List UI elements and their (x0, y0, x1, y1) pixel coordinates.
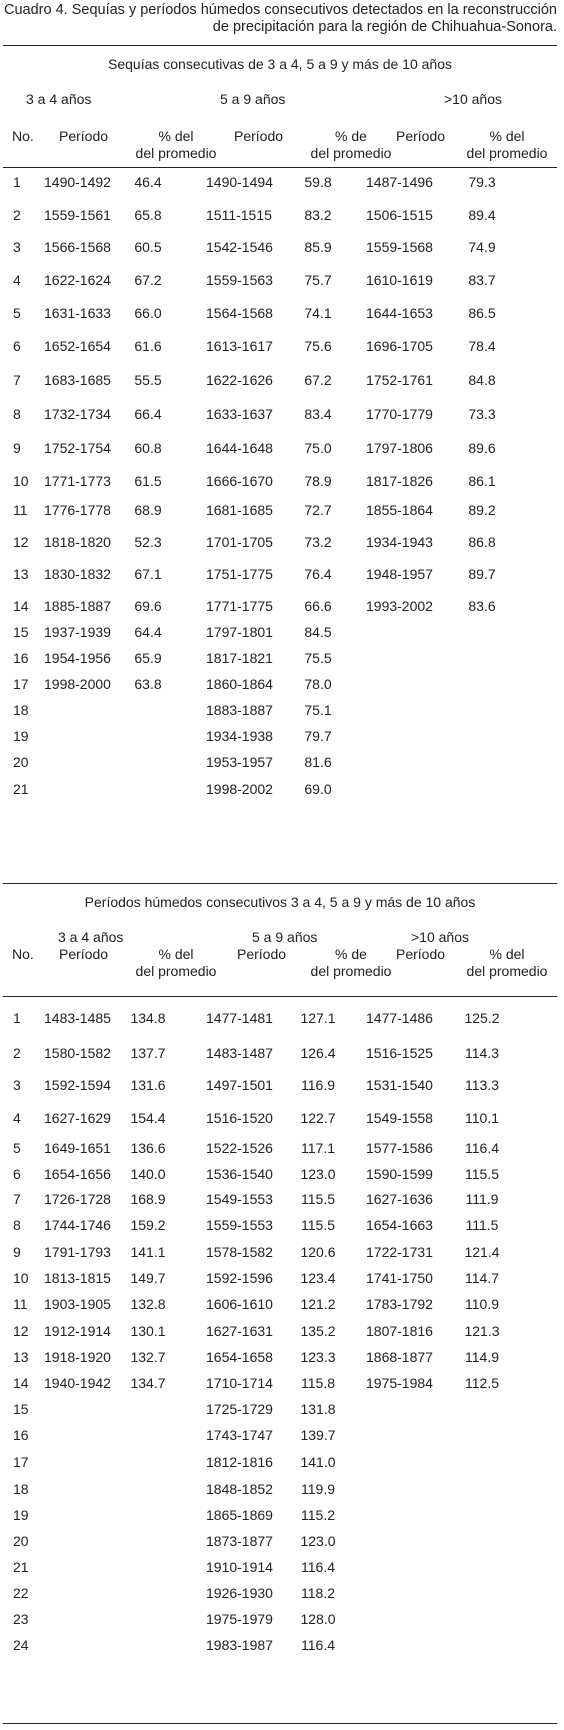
table-caption: Cuadro 4. Sequías y períodos húmedos consecutivos detectados en la reconstrucción de precipitación para la región de Chihuahua-Sonora. (4, 2, 557, 35)
wet-row-2-v1: 137.7 (130, 1045, 166, 1061)
wet-row-17-p2: 1812-1816 (206, 1454, 273, 1470)
wet-row-12-v3: 121.3 (464, 1323, 500, 1339)
droughts-row-2-no: 2 (13, 207, 21, 223)
wet-row-3-p3: 1531-1540 (366, 1077, 433, 1093)
droughts-group-3-4: 3 a 4 años (26, 91, 92, 107)
wet-row-1-p3: 1477-1486 (366, 1010, 433, 1026)
wet-row-21-no: 21 (13, 1559, 29, 1575)
wet-row-20-p2: 1873-1877 (206, 1533, 273, 1549)
wet-row-8-no: 8 (13, 1217, 21, 1233)
wet-row-15-v2: 131.8 (300, 1401, 336, 1417)
wet-row-5-v2: 117.1 (301, 1140, 335, 1156)
wet-header-pct-3b: del promedio (466, 963, 548, 979)
droughts-row-8-no: 8 (13, 406, 21, 422)
droughts-row-14-p2: 1771-1775 (206, 598, 273, 614)
wet-row-5-no: 5 (13, 1140, 21, 1156)
wet-row-2-v2: 126.4 (300, 1045, 336, 1061)
wet-header-period-3: Período (396, 946, 446, 962)
droughts-group-5-9: 5 a 9 años (220, 91, 286, 107)
wet-row-11-p3: 1783-1792 (366, 1296, 433, 1312)
wet-row-2-p3: 1516-1525 (366, 1045, 433, 1061)
droughts-row-17-p2: 1860-1864 (206, 676, 273, 692)
wet-row-16-p2: 1743-1747 (206, 1427, 273, 1443)
wet-group-10: >10 años (411, 929, 469, 945)
droughts-row-20-v2: 81.6 (304, 754, 332, 770)
wet-row-24-v2: 116.4 (301, 1637, 335, 1653)
wet-row-3-v3: 113.3 (465, 1077, 499, 1093)
droughts-row-6-v1: 61.6 (134, 338, 162, 354)
wet-row-11-p1: 1903-1905 (44, 1296, 111, 1312)
wet-row-17-v2: 141.0 (300, 1454, 336, 1470)
wet-header-period-2: Período (237, 946, 287, 962)
droughts-header-period-2: Período (234, 128, 284, 144)
wet-row-16-v2: 139.7 (300, 1427, 336, 1443)
wet-row-4-no: 4 (13, 1110, 21, 1126)
wet-row-18-p2: 1848-1852 (206, 1481, 273, 1497)
wet-row-4-v1: 154.4 (130, 1110, 166, 1126)
wet-header-pct-3a: % del (489, 946, 525, 962)
wet-row-9-p1: 1791-1793 (44, 1244, 111, 1260)
droughts-row-16-v2: 75.5 (304, 650, 332, 666)
wet-row-3-v1: 131.6 (130, 1077, 166, 1093)
droughts-row-20-no: 20 (13, 754, 29, 770)
wet-row-4-p1: 1627-1629 (44, 1110, 111, 1126)
droughts-row-10-no: 10 (13, 473, 29, 489)
droughts-row-7-v3: 84.8 (468, 372, 496, 388)
droughts-row-7-p3: 1752-1761 (366, 372, 433, 388)
droughts-row-19-p2: 1934-1938 (206, 728, 273, 744)
droughts-row-13-v3: 89.7 (468, 566, 496, 582)
droughts-row-21-no: 21 (13, 781, 29, 797)
wet-row-13-p1: 1918-1920 (44, 1349, 111, 1365)
wet-row-5-p2: 1522-1526 (206, 1140, 273, 1156)
droughts-row-1-p2: 1490-1494 (206, 174, 273, 190)
droughts-row-8-v2: 83.4 (304, 406, 332, 422)
droughts-row-1-no: 1 (13, 174, 21, 190)
droughts-row-2-p3: 1506-1515 (366, 207, 433, 223)
wet-row-1-no: 1 (13, 1010, 21, 1026)
droughts-row-11-p2: 1681-1685 (206, 502, 273, 518)
wet-row-19-no: 19 (13, 1507, 29, 1523)
droughts-row-18-p2: 1883-1887 (206, 702, 273, 718)
droughts-row-15-no: 15 (13, 624, 29, 640)
wet-row-21-p2: 1910-1914 (206, 1559, 273, 1575)
wet-row-13-p2: 1654-1658 (206, 1349, 273, 1365)
wet-row-20-v2: 123.0 (300, 1533, 336, 1549)
wet-row-22-p2: 1926-1930 (206, 1585, 273, 1601)
wet-row-9-v3: 121.4 (464, 1244, 500, 1260)
wet-row-6-p1: 1654-1656 (44, 1166, 111, 1182)
wet-row-12-v1: 130.1 (130, 1323, 166, 1339)
droughts-row-5-p1: 1631-1633 (44, 305, 111, 321)
droughts-row-9-p1: 1752-1754 (44, 440, 111, 456)
bottom-rule (3, 1723, 557, 1724)
droughts-row-21-v2: 69.0 (304, 781, 332, 797)
droughts-row-6-no: 6 (13, 338, 21, 354)
wet-row-12-no: 12 (13, 1323, 29, 1339)
wet-row-5-p1: 1649-1651 (44, 1140, 111, 1156)
droughts-row-18-v2: 75.1 (304, 702, 332, 718)
wet-row-14-v3: 112.5 (465, 1375, 499, 1391)
wet-row-14-p1: 1940-1942 (44, 1375, 111, 1391)
droughts-row-10-p1: 1771-1773 (44, 473, 111, 489)
wet-group-5-9: 5 a 9 años (252, 929, 318, 945)
wet-row-3-p2: 1497-1501 (206, 1077, 273, 1093)
wet-row-7-p2: 1549-1553 (206, 1191, 273, 1207)
wet-row-7-v1: 168.9 (130, 1191, 166, 1207)
wet-row-6-no: 6 (13, 1166, 21, 1182)
wet-row-23-p2: 1975-1979 (206, 1611, 273, 1627)
wet-header-pct-2b: del promedio (310, 963, 392, 979)
droughts-row-12-v2: 73.2 (304, 534, 332, 550)
droughts-row-4-p1: 1622-1624 (44, 272, 111, 288)
wet-row-24-p2: 1983-1987 (206, 1637, 273, 1653)
wet-row-10-p3: 1741-1750 (366, 1270, 433, 1286)
droughts-row-3-v3: 74.9 (468, 239, 496, 255)
droughts-row-3-no: 3 (13, 239, 21, 255)
droughts-group-10: >10 años (444, 91, 502, 107)
droughts-row-18-no: 18 (13, 702, 29, 718)
wet-row-7-p3: 1627-1636 (366, 1191, 433, 1207)
wet-row-18-v2: 119.9 (301, 1481, 335, 1497)
droughts-row-16-v1: 65.9 (134, 650, 162, 666)
wet-row-22-no: 22 (13, 1585, 29, 1601)
droughts-row-3-p3: 1559-1568 (366, 239, 433, 255)
wet-row-2-no: 2 (13, 1045, 21, 1061)
droughts-header-pct-3b: del promedio (466, 145, 548, 161)
wet-row-5-v1: 136.6 (130, 1140, 166, 1156)
droughts-row-19-no: 19 (13, 728, 29, 744)
droughts-row-12-p2: 1701-1705 (206, 534, 273, 550)
wet-row-3-v2: 116.9 (301, 1077, 335, 1093)
droughts-row-16-p2: 1817-1821 (206, 650, 273, 666)
droughts-row-15-v1: 64.4 (134, 624, 162, 640)
droughts-row-2-v1: 65.8 (134, 207, 162, 223)
wet-header-no: No. (12, 946, 34, 962)
wet-row-14-no: 14 (13, 1375, 29, 1391)
wet-row-6-v3: 115.5 (465, 1166, 499, 1182)
droughts-row-5-v1: 66.0 (134, 305, 162, 321)
droughts-row-14-v2: 66.6 (304, 598, 332, 614)
droughts-header-period-1: Período (59, 128, 109, 144)
wet-row-10-v1: 149.7 (130, 1270, 166, 1286)
droughts-row-15-p1: 1937-1939 (44, 624, 111, 640)
droughts-row-6-p3: 1696-1705 (366, 338, 433, 354)
wet-row-12-p2: 1627-1631 (206, 1323, 273, 1339)
droughts-row-14-p3: 1993-2002 (366, 598, 433, 614)
wet-row-23-v2: 128.0 (300, 1611, 336, 1627)
droughts-row-14-p1: 1885-1887 (44, 598, 111, 614)
wet-row-15-no: 15 (13, 1401, 29, 1417)
wet-row-19-p2: 1865-1869 (206, 1507, 273, 1523)
droughts-row-1-p3: 1487-1496 (366, 174, 433, 190)
wet-header-pct-1b: del promedio (135, 963, 217, 979)
droughts-row-11-no: 11 (13, 502, 28, 518)
droughts-row-13-no: 13 (13, 566, 29, 582)
wet-row-10-p1: 1813-1815 (44, 1270, 111, 1286)
droughts-row-12-v3: 86.8 (468, 534, 496, 550)
droughts-row-10-p3: 1817-1826 (366, 473, 433, 489)
wet-row-13-v3: 114.9 (465, 1349, 499, 1365)
droughts-row-10-p2: 1666-1670 (206, 473, 273, 489)
wet-row-22-v2: 118.2 (301, 1585, 335, 1601)
droughts-row-7-no: 7 (13, 372, 21, 388)
droughts-row-9-p2: 1644-1648 (206, 440, 273, 456)
wet-title: Períodos húmedos consecutivos 3 a 4, 5 a 9 y más de 10 años (84, 894, 476, 910)
wet-row-10-no: 10 (13, 1270, 29, 1286)
droughts-row-15-p2: 1797-1801 (206, 624, 273, 640)
top-rule (3, 45, 557, 46)
droughts-row-8-p2: 1633-1637 (206, 406, 273, 422)
droughts-row-8-v3: 73.3 (468, 406, 496, 422)
droughts-row-9-p3: 1797-1806 (366, 440, 433, 456)
droughts-row-10-v1: 61.5 (134, 473, 162, 489)
wet-row-11-p2: 1606-1610 (206, 1296, 273, 1312)
droughts-title: Sequías consecutivas de 3 a 4, 5 a 9 y más de 10 años (108, 56, 452, 72)
wet-row-11-v3: 110.9 (465, 1296, 499, 1312)
droughts-row-11-p1: 1776-1778 (44, 502, 111, 518)
droughts-row-14-v3: 83.6 (468, 598, 496, 614)
wet-row-4-v2: 122.7 (300, 1110, 336, 1126)
wet-row-8-v2: 115.5 (301, 1217, 335, 1233)
wet-row-9-v2: 120.6 (300, 1244, 336, 1260)
droughts-row-4-v2: 75.7 (304, 272, 332, 288)
wet-row-9-no: 9 (13, 1244, 21, 1260)
wet-row-9-p2: 1578-1582 (206, 1244, 273, 1260)
wet-row-11-v2: 121.2 (300, 1296, 336, 1312)
wet-row-14-v1: 134.7 (130, 1375, 166, 1391)
droughts-header-no: No. (12, 128, 34, 144)
wet-row-8-p3: 1654-1663 (366, 1217, 433, 1233)
wet-row-2-v3: 114.3 (465, 1045, 499, 1061)
droughts-row-16-p1: 1954-1956 (44, 650, 111, 666)
droughts-row-10-v3: 86.1 (468, 473, 496, 489)
wet-row-3-p1: 1592-1594 (44, 1077, 111, 1093)
droughts-row-13-v2: 76.4 (304, 566, 332, 582)
wet-row-13-v2: 123.3 (300, 1349, 336, 1365)
droughts-row-14-no: 14 (13, 598, 29, 614)
droughts-row-11-v1: 68.9 (134, 502, 162, 518)
droughts-header-pct-2a: % de (335, 128, 367, 144)
wet-row-15-p2: 1725-1729 (206, 1401, 273, 1417)
wet-row-11-v1: 132.8 (130, 1296, 166, 1312)
section-divider-rule (3, 883, 557, 884)
droughts-row-4-v1: 67.2 (134, 272, 162, 288)
wet-header-rule (3, 996, 557, 997)
droughts-row-5-v3: 86.5 (468, 305, 496, 321)
wet-row-24-no: 24 (13, 1637, 29, 1653)
droughts-row-3-v1: 60.5 (134, 239, 162, 255)
droughts-row-17-v1: 63.8 (134, 676, 162, 692)
droughts-row-9-no: 9 (13, 440, 21, 456)
wet-row-2-p1: 1580-1582 (44, 1045, 111, 1061)
wet-group-3-4: 3 a 4 años (58, 929, 124, 945)
droughts-row-4-p2: 1559-1563 (206, 272, 273, 288)
droughts-row-9-v3: 89.6 (468, 440, 496, 456)
droughts-row-13-p3: 1948-1957 (366, 566, 433, 582)
droughts-row-4-no: 4 (13, 272, 21, 288)
wet-row-10-v2: 123.4 (300, 1270, 336, 1286)
droughts-row-2-p2: 1511-1515 (206, 207, 272, 223)
wet-row-1-v2: 127.1 (300, 1010, 336, 1026)
droughts-row-3-p1: 1566-1568 (44, 239, 111, 255)
droughts-header-pct-1b: del promedio (135, 145, 217, 161)
wet-row-6-p3: 1590-1599 (366, 1166, 433, 1182)
droughts-row-20-p2: 1953-1957 (206, 754, 273, 770)
wet-row-20-no: 20 (13, 1533, 29, 1549)
wet-row-13-p3: 1868-1877 (366, 1349, 433, 1365)
wet-row-13-no: 13 (13, 1349, 29, 1365)
wet-row-8-v3: 111.5 (465, 1217, 499, 1233)
wet-row-12-p1: 1912-1914 (44, 1323, 111, 1339)
wet-row-7-no: 7 (13, 1191, 21, 1207)
wet-row-8-v1: 159.2 (130, 1217, 166, 1233)
wet-row-16-no: 16 (13, 1427, 29, 1443)
wet-row-5-p3: 1577-1586 (366, 1140, 433, 1156)
droughts-row-8-v1: 66.4 (134, 406, 162, 422)
wet-row-1-p1: 1483-1485 (44, 1010, 111, 1026)
droughts-row-5-no: 5 (13, 305, 21, 321)
droughts-header-pct-2b: del promedio (310, 145, 392, 161)
wet-row-4-p2: 1516-1520 (206, 1110, 273, 1126)
droughts-row-7-v2: 67.2 (304, 372, 332, 388)
wet-row-9-p3: 1722-1731 (366, 1244, 433, 1260)
droughts-row-17-no: 17 (13, 676, 29, 692)
droughts-row-11-v3: 89.2 (468, 502, 496, 518)
droughts-header-pct-3a: % del (489, 128, 525, 144)
droughts-row-12-no: 12 (13, 534, 29, 550)
droughts-row-8-p1: 1732-1734 (44, 406, 111, 422)
droughts-row-17-p1: 1998-2000 (44, 676, 111, 692)
droughts-header-pct-1a: % del (158, 128, 194, 144)
droughts-row-5-p2: 1564-1568 (206, 305, 273, 321)
droughts-row-15-v2: 84.5 (304, 624, 332, 640)
wet-row-3-no: 3 (13, 1077, 21, 1093)
wet-row-14-v2: 115.8 (301, 1375, 335, 1391)
wet-row-19-v2: 115.2 (301, 1507, 335, 1523)
wet-row-14-p3: 1975-1984 (366, 1375, 433, 1391)
droughts-row-10-v2: 78.9 (304, 473, 332, 489)
droughts-row-12-p3: 1934-1943 (366, 534, 433, 550)
wet-row-8-p1: 1744-1746 (44, 1217, 111, 1233)
droughts-row-6-v3: 78.4 (468, 338, 496, 354)
droughts-row-13-v1: 67.1 (134, 566, 162, 582)
droughts-row-5-p3: 1644-1653 (366, 305, 433, 321)
droughts-row-19-v2: 79.7 (304, 728, 332, 744)
droughts-row-17-v2: 78.0 (304, 676, 332, 692)
wet-row-7-v2: 115.5 (301, 1191, 335, 1207)
wet-row-6-p2: 1536-1540 (206, 1166, 273, 1182)
wet-row-4-v3: 110.1 (465, 1110, 499, 1126)
wet-row-14-p2: 1710-1714 (206, 1375, 273, 1391)
droughts-row-4-v3: 83.7 (468, 272, 496, 288)
wet-row-6-v2: 123.0 (300, 1166, 336, 1182)
droughts-row-1-p1: 1490-1492 (44, 174, 111, 190)
wet-row-8-p2: 1559-1553 (206, 1217, 273, 1233)
droughts-row-3-p2: 1542-1546 (206, 239, 273, 255)
droughts-row-8-p3: 1770-1779 (366, 406, 433, 422)
droughts-row-12-v1: 52.3 (134, 534, 162, 550)
wet-header-pct-2a: % de (335, 946, 367, 962)
droughts-row-14-v1: 69.6 (134, 598, 162, 614)
droughts-row-13-p2: 1751-1775 (206, 566, 273, 582)
droughts-row-2-v2: 83.2 (304, 207, 332, 223)
wet-row-13-v1: 132.7 (130, 1349, 166, 1365)
wet-row-21-v2: 116.4 (301, 1559, 335, 1575)
wet-header-pct-1a: % del (158, 946, 194, 962)
droughts-row-6-p2: 1613-1617 (206, 338, 273, 354)
droughts-row-5-v2: 74.1 (304, 305, 332, 321)
droughts-row-11-p3: 1855-1864 (366, 502, 433, 518)
wet-row-1-v3: 125.2 (464, 1010, 500, 1026)
droughts-row-6-p1: 1652-1654 (44, 338, 111, 354)
droughts-row-2-p1: 1559-1561 (44, 207, 111, 223)
wet-row-12-v2: 135.2 (300, 1323, 336, 1339)
wet-row-10-v3: 114.7 (465, 1270, 499, 1286)
wet-row-11-no: 11 (13, 1296, 28, 1312)
droughts-row-9-v2: 75.0 (304, 440, 332, 456)
droughts-row-6-v2: 75.6 (304, 338, 332, 354)
droughts-row-1-v2: 59.8 (304, 174, 332, 190)
wet-row-1-p2: 1477-1481 (206, 1010, 273, 1026)
droughts-row-7-p2: 1622-1626 (206, 372, 273, 388)
droughts-row-7-p1: 1683-1685 (44, 372, 111, 388)
droughts-row-16-no: 16 (13, 650, 29, 666)
droughts-row-1-v1: 46.4 (134, 174, 162, 190)
wet-row-23-no: 23 (13, 1611, 29, 1627)
wet-row-2-p2: 1483-1487 (206, 1045, 273, 1061)
wet-row-5-v3: 116.4 (465, 1140, 499, 1156)
wet-row-18-no: 18 (13, 1481, 29, 1497)
droughts-row-1-v3: 79.3 (468, 174, 496, 190)
wet-header-period-1: Período (59, 946, 109, 962)
droughts-header-rule (3, 167, 557, 168)
wet-row-17-no: 17 (13, 1454, 29, 1470)
droughts-row-12-p1: 1818-1820 (44, 534, 111, 550)
wet-row-4-p3: 1549-1558 (366, 1110, 433, 1126)
droughts-row-7-v1: 55.5 (134, 372, 162, 388)
wet-row-7-p1: 1726-1728 (44, 1191, 111, 1207)
droughts-row-2-v3: 89.4 (468, 207, 496, 223)
wet-row-12-p3: 1807-1816 (366, 1323, 433, 1339)
wet-row-6-v1: 140.0 (130, 1166, 166, 1182)
wet-row-1-v1: 134.8 (130, 1010, 166, 1026)
droughts-row-21-p2: 1998-2002 (206, 781, 273, 797)
droughts-row-11-v2: 72.7 (304, 502, 332, 518)
wet-row-7-v3: 111.9 (465, 1191, 499, 1207)
droughts-row-3-v2: 85.9 (304, 239, 332, 255)
droughts-row-4-p3: 1610-1619 (366, 272, 433, 288)
wet-row-10-p2: 1592-1596 (206, 1270, 273, 1286)
droughts-row-13-p1: 1830-1832 (44, 566, 111, 582)
droughts-row-9-v1: 60.8 (134, 440, 162, 456)
wet-row-9-v1: 141.1 (130, 1244, 166, 1260)
droughts-header-period-3: Período (396, 128, 446, 144)
